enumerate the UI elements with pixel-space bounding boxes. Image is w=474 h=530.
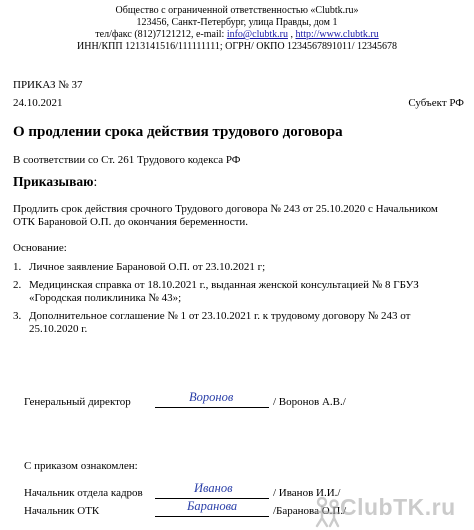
otk-name: /Баранова О.П./ xyxy=(273,505,347,517)
ground-text: 25.10.2020 г. xyxy=(29,323,88,335)
hr-name: / Иванов И.И./ xyxy=(273,487,341,499)
director-signature-line xyxy=(155,407,269,408)
ground-text: Дополнительное соглашение № 1 от 23.10.2021 г. к трудовому договору № 243 от xyxy=(29,310,411,322)
company-name: Общество с ограниченной ответственностью «Clubtk.ru» xyxy=(115,5,359,16)
order-heading xyxy=(13,174,97,190)
grounds-label: Основание: xyxy=(13,242,67,254)
company-contacts xyxy=(0,29,474,41)
hr-title: Начальник отдела кадров xyxy=(24,487,143,499)
basis-intro: В соответствии со Ст. 261 Трудового кодекса РФ xyxy=(13,154,241,166)
email-link[interactable]: info@clubtk.ru xyxy=(226,29,288,40)
order-body-line-2: ОТК Барановой О.П. до окончания беременности. xyxy=(13,216,249,228)
ground-number: 2. xyxy=(13,279,22,291)
watermark-text: ClubTK.ru xyxy=(340,494,456,520)
order-subject: Субъект РФ xyxy=(408,97,464,109)
hr-signature: Иванов xyxy=(194,481,233,495)
company-address: 123456, Санкт-Петербург, улица Правды, дом 1 xyxy=(136,17,338,28)
otk-title: Начальник ОТК xyxy=(24,505,100,517)
company-requisites: ИНН/КПП 1213141516/111111111; ОГРН/ ОКПО 1234567891011/ 12345678 xyxy=(77,41,397,52)
otk-signature: Баранова xyxy=(187,499,238,513)
acquainted-label: С приказом ознакомлен: xyxy=(24,460,138,472)
ground-text: «Городская поликлиника № 43»; xyxy=(29,292,182,304)
order-colon: : xyxy=(93,174,98,189)
order-title: О продлении срока действия трудового договора xyxy=(13,124,343,140)
ground-number: 3. xyxy=(13,310,22,322)
order-body-line-1: Продлить срок действия срочного Трудового договора № 243 от 25.10.2020 с Начальником xyxy=(13,203,438,215)
ground-number: 1. xyxy=(13,261,22,273)
order-word: Приказываю xyxy=(13,174,94,189)
order-number: ПРИКАЗ № 37 xyxy=(13,79,83,91)
director-name: / Воронов А.В./ xyxy=(273,396,346,408)
director-signature: Воронов xyxy=(189,390,234,404)
ground-text: Личное заявление Барановой О.П. от 23.10.2021 г; xyxy=(29,261,266,273)
order-date: 24.10.2021 xyxy=(13,97,63,109)
ground-text: Медицинская справка от 18.10.2021 г., выданная женской консультацией № 8 ГБУЗ xyxy=(29,279,419,291)
website-link[interactable]: http://www.clubtk.ru xyxy=(295,29,379,40)
otk-signature-line xyxy=(155,516,269,517)
contacts-separator: , xyxy=(287,29,296,40)
contacts-phone: тел/факс (812)7121212, e-mail: xyxy=(95,29,227,40)
director-title: Генеральный директор xyxy=(24,396,131,408)
